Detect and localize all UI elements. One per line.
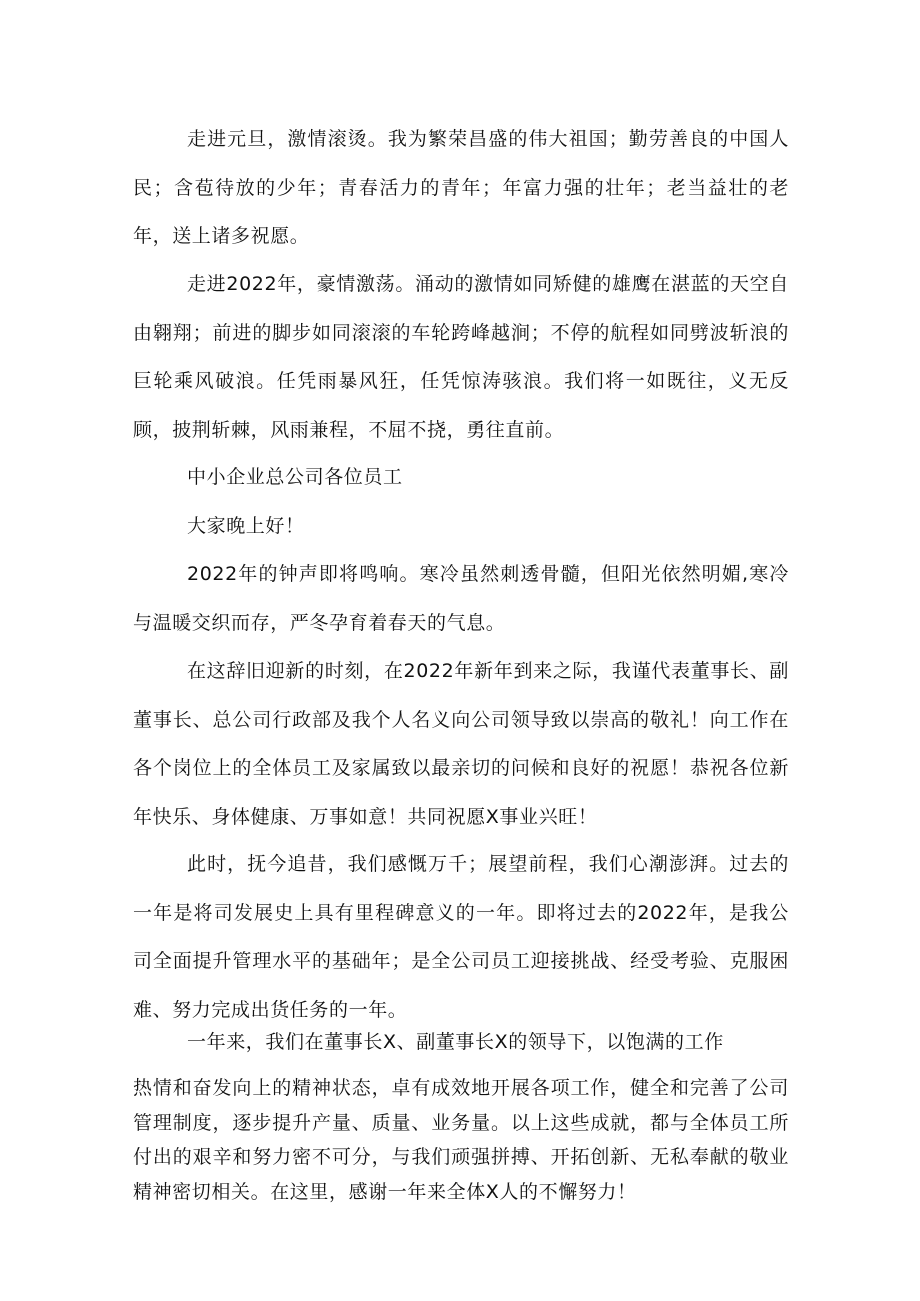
paragraph-regards: 在这辞旧迎新的时刻，在2022年新年到来之际，我谨代表董事长、副董事长、总公司行政部及我个人名义向公司领导致以崇高的敬礼！向工作在各个岗位上的全体员工及家属致以最亲切的问候和良好的祝愿！恭祝各位新年快乐、身体健康、万事如意！共同祝愿X事业兴旺！ — [133, 660, 789, 828]
paragraph-year-review-continued: 热情和奋发向上的精神状态，卓有成效地开展各项工作，健全和完善了公司管理制度，逐步提升产量、质量、业务量。以上这些成就，都与全体员工所付出的艰辛和努力密不可分，与我们顽强拼搏、开拓创新、无私奉献的敬业精神密切相关。在这里，感谢一年来全体X人的不懈努力！ — [133, 1077, 789, 1203]
paragraph-salutation-staff: 中小企业总公司各位员工 — [187, 466, 403, 488]
paragraph-new-year-wishes: 走进元旦，激情滚烫。我为繁荣昌盛的伟大祖国；勤劳善良的中国人民；含苞待放的少年；青春活力的青年；年富力强的壮年；老当益壮的老年，送上诸多祝愿。 — [133, 128, 789, 247]
paragraph-greeting: 大家晚上好！ — [187, 515, 305, 537]
paragraph-look-back: 此时，抚今追昔，我们感慨万千；展望前程，我们心潮澎湃。过去的一年是将司发展史上具有里程碑意义的一年。即将过去的2022年，是我公司全面提升管理水平的基础年；是全公司员工迎接挑战、经受考验、克服困难、努力完成出货任务的一年。 — [133, 853, 789, 1021]
paragraph-2022-passion: 走进2022年，豪情激荡。涌动的激情如同矫健的雄鹰在湛蓝的天空自由翱翔；前进的脚步如同滚滚的车轮跨峰越涧；不停的航程如同劈波斩浪的巨轮乘风破浪。任凭雨暴风狂，任凭惊涛骇浪。我们将一如既往，义无反顾，披荆斩棘，风雨兼程，不屈不挠，勇往直前。 — [133, 273, 789, 441]
paragraph-bell-tolls: 2022年的钟声即将鸣响。寒冷虽然刺透骨髓，但阳光依然明媚,寒冷与温暖交织而存，严冬孕育着春天的气息。 — [133, 563, 789, 634]
paragraph-year-review-start: 一年来，我们在董事长X、副董事长X的领导下，以饱满的工作 — [187, 1031, 724, 1053]
